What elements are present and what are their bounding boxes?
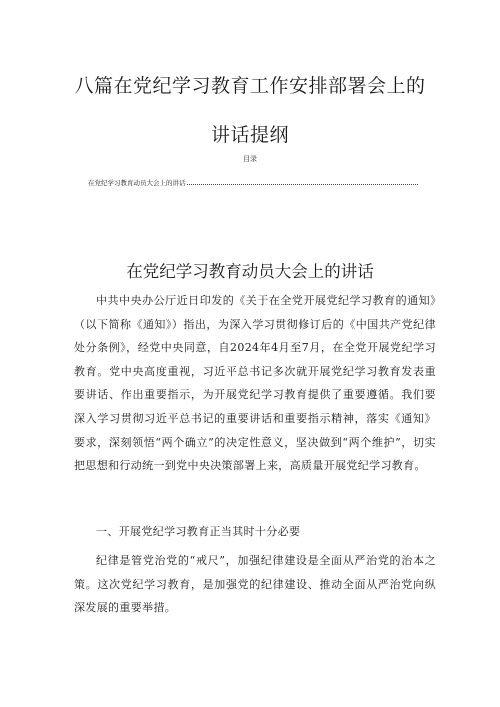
toc-entry[interactable] — [88, 178, 418, 187]
body-paragraph: 纪律是管党治党的“戒尺”，加强纪律建设是全面从严治党的治本之策。这次党纪学习教育，是加强党的纪律建设、推动全面从严治党向纵深发展的重要举措。 — [74, 554, 436, 615]
document-title-line-1: 八篇在党纪学习教育工作安排部署会上的 — [74, 75, 426, 97]
body-paragraph: 中共中央办公厅近日印发的《关于在全党开展党纪学习教育的通知》（以下简称《通知》）指出，为深入学习贯彻修订后的《中国共产党纪律处分条例》，经党中央同意，自2024年4月至7月，在全党开展党纪学习教育。党中央高度重视，习近平总书记多次就开展党纪学习教育发表重要讲话、作出重要指示，为开展党纪学习教育提供了重要遵循。我们要深入学习贯彻习近平总书记的重要讲话和重要指示精神，落实《通知》要求，深刻领悟“两个确立”的决定性意义，坚决做到“两个维护”，切实把思想和行动统一到党中央决策部署上来，高质量开展党纪学习教育。 — [74, 294, 436, 473]
document-title-line-2: 讲话提纲 — [210, 124, 289, 146]
subheading: 一、开展党纪学习教育正当其时十分必要 — [96, 525, 301, 538]
toc-dot-leader — [187, 179, 419, 185]
section-title: 在党纪学习教育动员大会上的讲话 — [126, 262, 374, 281]
toc-entry-text: 在党纪学习教育动员大会上的讲话 — [88, 179, 186, 187]
toc-heading: 目录 — [243, 155, 257, 163]
